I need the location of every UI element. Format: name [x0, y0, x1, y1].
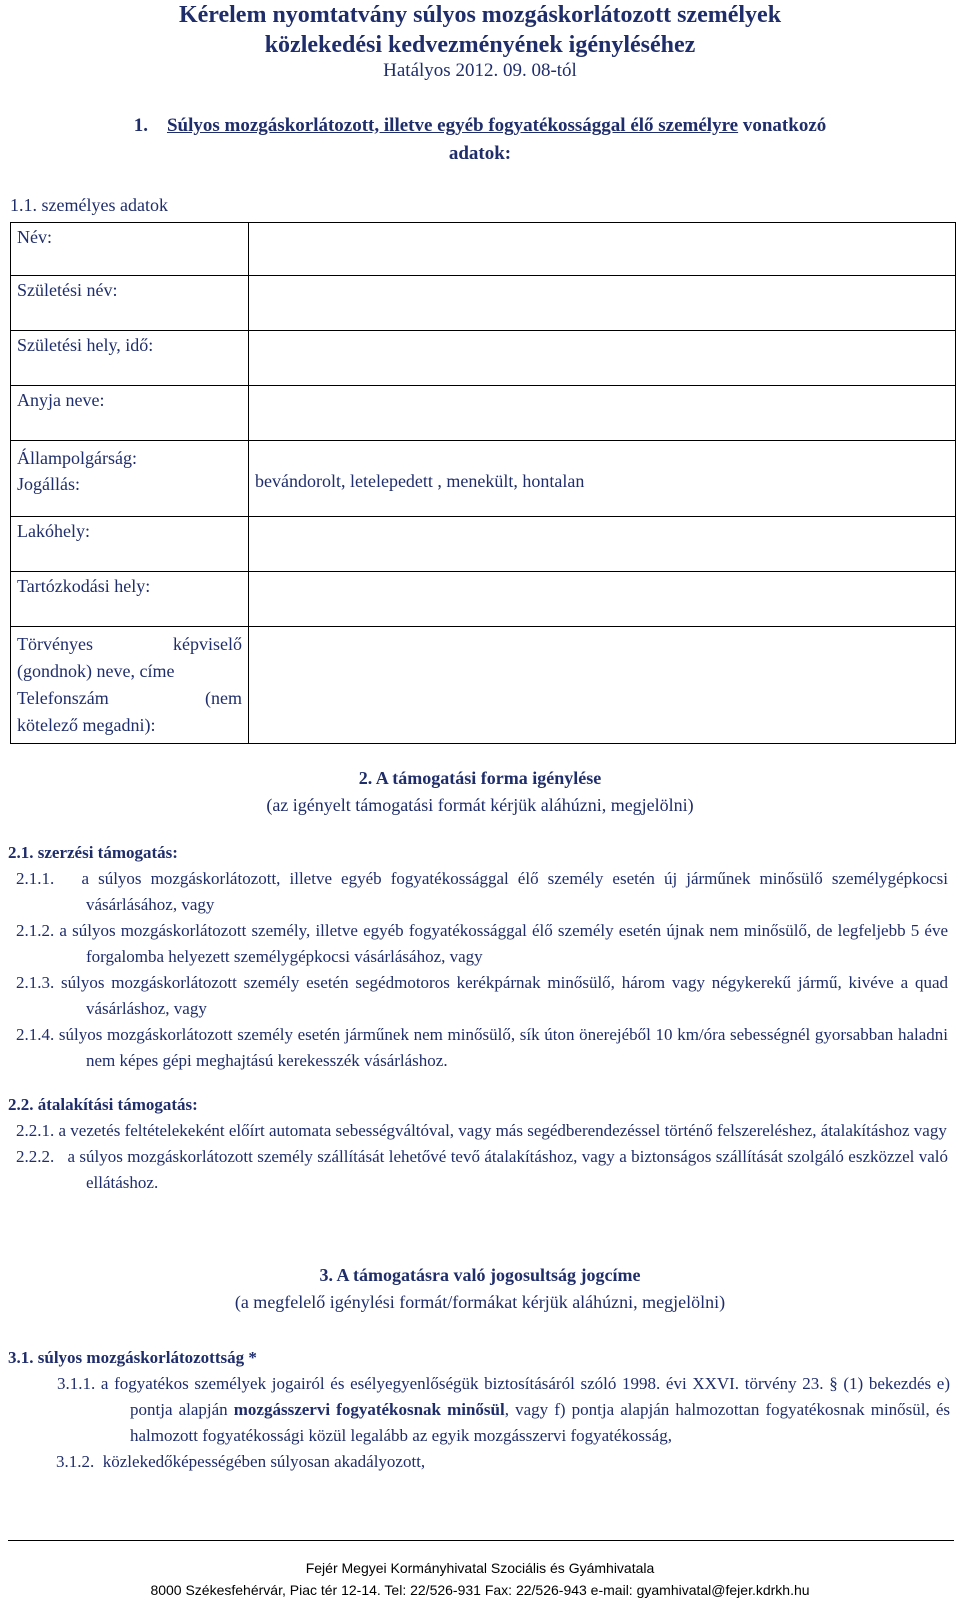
table-row	[11, 572, 956, 627]
section3-subtitle: (a megfelelő igénylési formát/formákat kérjük aláhúzni, megjelölni)	[234, 1292, 726, 1312]
item-number: 2.1.4.	[16, 1025, 55, 1044]
legal-status-label: Jogállás:	[17, 474, 80, 494]
name-field[interactable]	[249, 223, 956, 276]
personal-data-table	[10, 222, 956, 744]
section2-body	[8, 840, 948, 1196]
form-title-line1: Kérelem nyomtatvány súlyos mozgáskorlátozott személyek	[178, 2, 782, 28]
item-number: 2.1.3.	[16, 973, 55, 992]
item-text: a súlyos mozgáskorlátozott személy szállítását lehetővé tevő átalakításhoz, vagy a biztonságos szállítását szolgáló eszközzel való ellátáshoz.	[67, 1147, 949, 1192]
list-item	[8, 918, 948, 970]
item-text: a súlyos mozgáskorlátozott személy, illetve egyéb fogyatékossággal élő személy esetén újnak nem minősülő, de legfeljebb 5 éve forgalomba helyezett személygépkocsi vásárlásához, vagy	[59, 921, 948, 966]
item-text-bold: mozgásszervi fogyatékosnak minősül	[233, 1400, 505, 1419]
item-text: a fogyatékos személyek jogairól és esélyegyenlőségük biztosításáról szóló 1998. évi XXVI. törvény 23. § (1) bekezdés e) pontja alapján	[100, 1374, 950, 1419]
guardian-label-line4: kötelező megadni):	[17, 715, 156, 735]
section1-title-part1: Súlyos mozgáskorlátozott, illetve egyéb fogyatékossággal élő személyre	[166, 115, 739, 136]
name-label: Név:	[11, 223, 249, 276]
guardian-field[interactable]	[249, 627, 956, 744]
table-row	[11, 331, 956, 386]
stay-place-label: Tartózkodási hely:	[11, 572, 249, 627]
guardian-label	[11, 627, 249, 744]
birth-place-date-field[interactable]	[249, 331, 956, 386]
legal-status-options[interactable]: bevándorolt, letelepedett , menekült, hontalan	[249, 441, 956, 517]
table-row	[11, 276, 956, 331]
subsection-2-1-title: 2.1. szerzési támogatás:	[8, 843, 178, 862]
personal-data-subheading: 1.1. személyes adatok	[10, 195, 168, 215]
list-item	[8, 1449, 950, 1475]
guardian-label-line1a: Törvényes	[17, 634, 93, 654]
table-row	[11, 517, 956, 572]
section2-subtitle: (az igényelt támogatási formát kérjük aláhúzni, megjelölni)	[266, 795, 694, 815]
guardian-label-line2: (gondnok) neve, címe	[17, 661, 175, 681]
guardian-label-line3a: Telefonszám	[17, 688, 109, 708]
list-item	[8, 1022, 948, 1074]
list-item	[8, 1371, 950, 1449]
footer-office: Fejér Megyei Kormányhivatal Szociális és Gyámhivatala	[305, 1560, 655, 1576]
list-item	[8, 1118, 948, 1144]
effective-date: Hatályos 2012. 09. 08-tól	[383, 60, 577, 81]
list-item	[8, 866, 948, 918]
section3-body	[8, 1345, 950, 1475]
item-text: a vezetés feltételekeként előírt automata sebességváltóval, vagy más segédberendezéssel történő felszereléshez, átalakításhoz vagy	[58, 1121, 947, 1140]
subsection-2-2-title: 2.2. átalakítási támogatás:	[8, 1095, 198, 1114]
stay-place-field[interactable]	[249, 572, 956, 627]
table-row	[11, 386, 956, 441]
birth-place-date-label: Születési hely, idő:	[11, 331, 249, 386]
item-text: súlyos mozgáskorlátozott személy esetén járműnek nem minősülő, sík úton önerejéből 10 km/óra sebességnél gyorsabban haladni nem képes gépi meghajtású kerekesszék vásárláshoz.	[58, 1025, 949, 1070]
section1-title-part3: adatok:	[448, 143, 512, 164]
section3-title: 3. A támogatásra való jogosultság jogcíme	[319, 1265, 641, 1285]
section1-title-part2: vonatkozó	[742, 115, 827, 136]
subsection-3-1-title: 3.1. súlyos mozgáskorlátozottság *	[8, 1348, 257, 1367]
table-row	[11, 223, 956, 276]
item-text: közlekedőképességében súlyosan akadályozott,	[102, 1452, 426, 1471]
item-text: a súlyos mozgáskorlátozott, illetve egyéb fogyatékossággal élő személy esetén új járműnek minősülő személygépkocsi vásárlásához, vagy	[81, 869, 949, 914]
birth-name-field[interactable]	[249, 276, 956, 331]
section1-heading	[0, 112, 960, 168]
table-row	[11, 441, 956, 517]
footer-contact: 8000 Székesfehérvár, Piac tér 12-14. Tel: 22/526-931 Fax: 22/526-943 e-mail: gyamhivatal@fejer.kdrkh.hu	[150, 1582, 810, 1598]
section1-number: 1.	[133, 115, 148, 136]
residence-label: Lakóhely:	[11, 517, 249, 572]
list-item	[8, 970, 948, 1022]
item-text: súlyos mozgáskorlátozott személy esetén segédmotoros kerékpárnak minősülő, három vagy négykerekű jármű, kivéve a quad vásárláshoz, vagy	[61, 973, 948, 1018]
item-text: , vagy f) pontja alapján halmozottan fogyatékosnak minősül, és halmozott fogyatékossági közül legalább az egyik mozgásszervi fogyatékosság,	[130, 1400, 951, 1445]
birth-name-label: Születési név:	[11, 276, 249, 331]
guardian-label-line3b: (nem	[205, 688, 242, 708]
guardian-label-line1b: képviselő	[173, 634, 242, 654]
citizenship-label-cell	[11, 441, 249, 517]
item-number: 2.2.1.	[16, 1121, 55, 1140]
residence-field[interactable]	[249, 517, 956, 572]
section2-title: 2. A támogatási forma igénylése	[358, 768, 602, 788]
item-number: 2.2.2.	[16, 1147, 55, 1166]
item-number: 2.1.1.	[16, 869, 55, 888]
citizenship-label: Állampolgárság:	[17, 448, 137, 468]
footer-divider	[8, 1540, 954, 1541]
list-item	[8, 1144, 948, 1196]
mother-name-label: Anyja neve:	[11, 386, 249, 441]
item-number: 2.1.2.	[16, 921, 55, 940]
form-title-line2: közlekedési kedvezményének igényléséhez	[264, 32, 696, 58]
item-number: 3.1.2.	[56, 1452, 95, 1471]
table-row	[11, 627, 956, 744]
mother-name-field[interactable]	[249, 386, 956, 441]
item-number: 3.1.1.	[57, 1374, 96, 1393]
